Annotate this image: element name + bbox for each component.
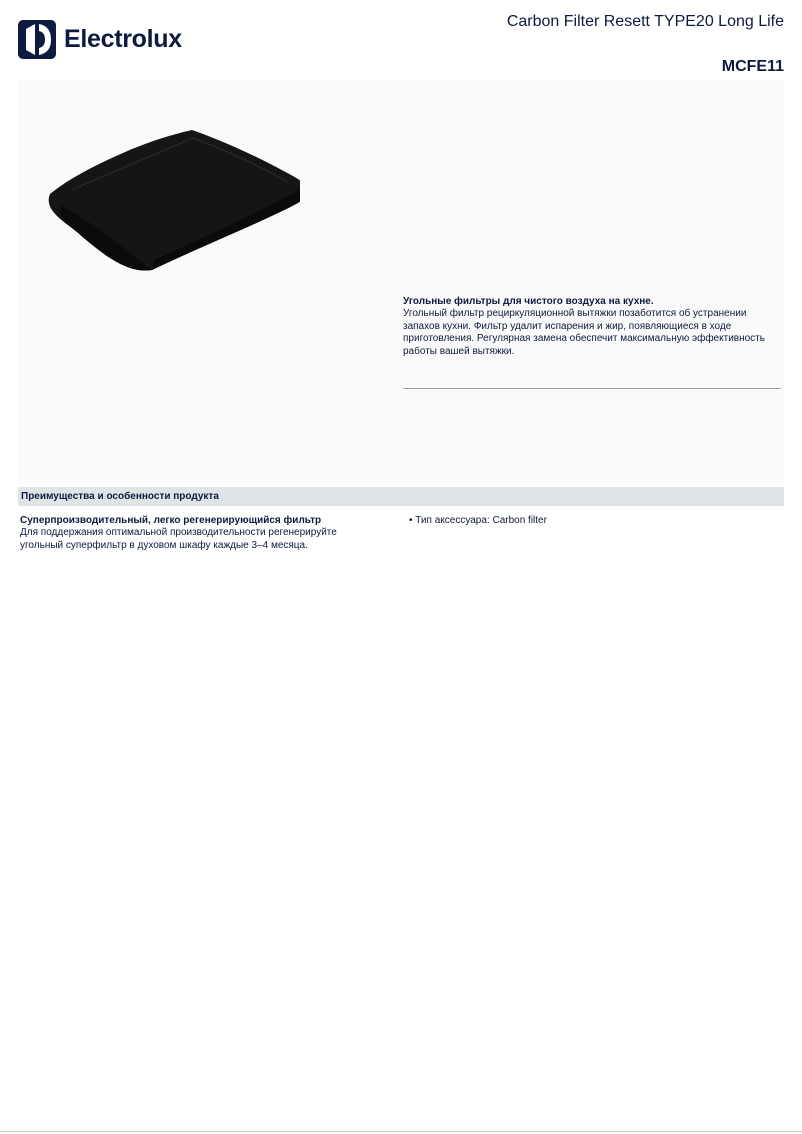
feature-body: Для поддержания оптимальной производительности регенерируйте угольный суперфильтр в духовом шкафу каждые 3–4 месяца.: [20, 527, 337, 551]
product-description: [403, 296, 781, 358]
model-number: MCFE11: [721, 58, 784, 75]
feature-block: [20, 515, 380, 552]
carbon-filter-pad-image: [32, 124, 300, 274]
spec-item: • Тип аксессуара: Carbon filter: [409, 515, 547, 526]
feature-heading: Суперпроизводительный, легко регенерирующийся фильтр: [20, 515, 322, 526]
description-heading: Угольные фильтры для чистого воздуха на кухне.: [403, 296, 654, 307]
benefits-section-header: [18, 487, 784, 506]
footer-divider: [0, 1131, 802, 1132]
description-body: Угольный фильтр рециркуляционной вытяжки позаботится об устранении запахов кухни. Фильтр удалит испарения и жир, появляющиеся в ходе приготовления. Регулярная замена обеспечит максимальную эффективность работы вашей вытяжки.: [403, 308, 765, 357]
spec-list: [409, 515, 547, 526]
benefits-section-title: Преимущества и особенности продукта: [21, 491, 219, 502]
brand-name: Electrolux: [64, 25, 182, 53]
electrolux-logo-icon: [18, 20, 56, 59]
brand-logo: [18, 20, 182, 59]
section-divider: [403, 388, 781, 389]
document-title: Carbon Filter Resett TYPE20 Long Life: [506, 13, 784, 30]
product-hero: [18, 80, 784, 484]
